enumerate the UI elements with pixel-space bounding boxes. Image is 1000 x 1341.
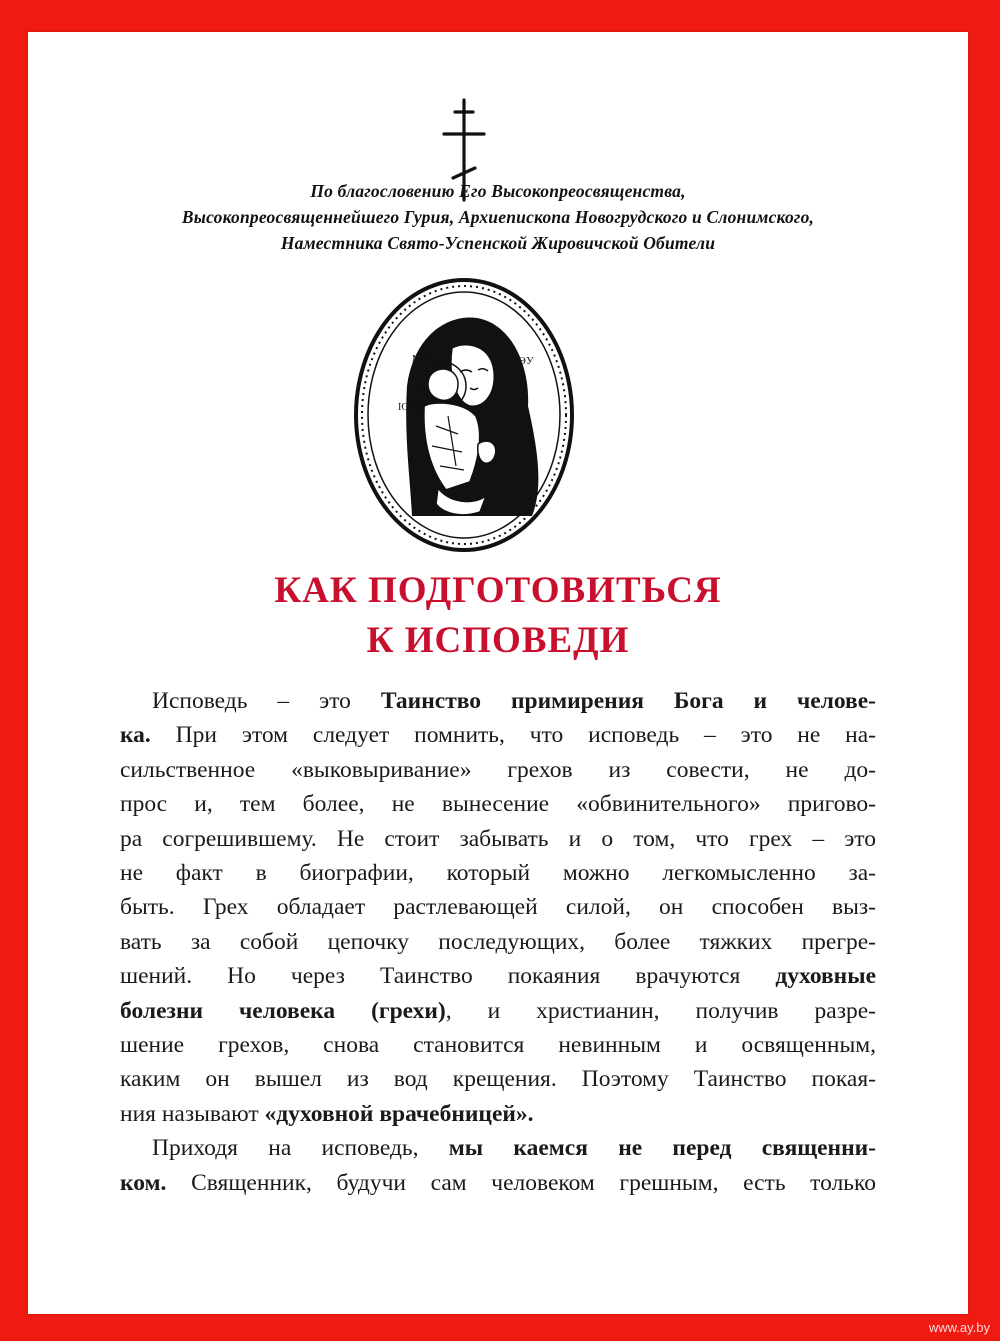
bold-text: Таинство примирения Бога и челове- [380,688,876,714]
leaflet-page [28,32,968,1314]
text-run: , и христианин, получив разре- [445,997,876,1024]
text-run: При этом следует помнить, что исповедь – это не на- [150,722,876,749]
text-run: Исповедь – это [152,688,381,714]
text-line [120,1097,876,1131]
text-line: каким он вышел из вод крещения. Поэтому Таинство покая- [120,1066,876,1093]
bold-text: духовные [775,963,876,990]
bold-text: болезни человека (грехи) [120,997,446,1024]
bold-text: мы каемся не перед священни- [448,1135,876,1162]
text-line: не факт в биографии, который можно легкомысленно за- [120,860,876,887]
text-line [120,994,876,1028]
text-line: сильственное «выковыривание» грехов из совести, не до- [120,756,876,783]
icon-label: IC XC [398,402,425,413]
icon-label: МР [412,353,428,365]
bold-text: ком. [120,1169,167,1196]
blessing-line: Высокопреосвященнейшего Гурия, Архиепископа Новогрудского и Слонимского, [181,207,815,227]
text-line [120,1131,876,1165]
title-line: КАК ПОДГОТОВИТЬСЯ [274,570,722,611]
watermark: www.ay.by [928,1320,990,1335]
theotokos-icon-image [352,276,576,554]
text-line: ра согрешившему. Не стоит забывать и о том, что грех – это [120,825,876,852]
text-line: прос и, тем более, не вынесение «обвинительного» пригово- [120,791,876,818]
title-line: К ИСПОВЕДИ [366,620,630,661]
blessing-line: Наместника Свято-Успенской Жировичской Обители [280,233,716,253]
blessing-header [48,178,948,256]
bold-text: ка. [120,722,151,749]
blessing-line: По благословению Его Высокопреосвященства, [310,181,686,201]
icon-label: ΘУ [518,355,534,367]
body-text [120,684,876,1200]
bold-text: «духовной врачебницей». [264,1100,534,1127]
text-run: Приходя на исповедь, [152,1135,449,1162]
text-line: вать за собой цепочку последующих, более тяжких прегре- [120,928,876,955]
text-line: шение грехов, снова становится невинным и освященным, [120,1032,876,1059]
text-line [120,1166,876,1200]
text-line [120,718,876,752]
text-run: ния называют [120,1100,265,1127]
text-line: быть. Грех обладает растлевающей силой, он способен выз- [120,894,876,921]
page-title [28,566,968,666]
text-line [120,959,876,993]
text-run: шений. Но через Таинство покаяния врачуются [120,963,776,990]
text-line [120,684,876,718]
text-run: Священник, будучи сам человеком грешным, есть только [166,1169,876,1196]
